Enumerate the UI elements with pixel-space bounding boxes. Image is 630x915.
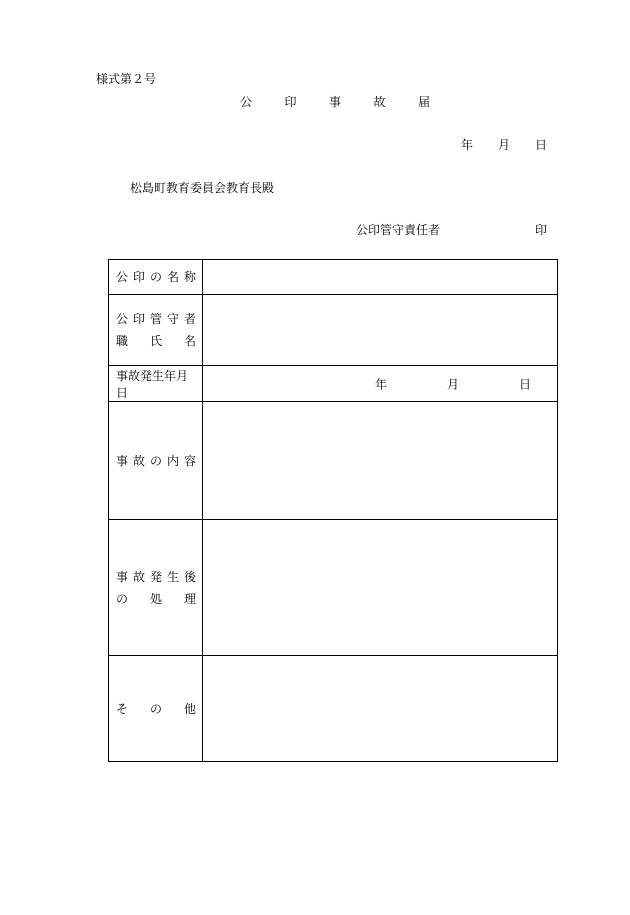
label-char: 公 <box>116 312 129 326</box>
incident-details-field[interactable] <box>203 402 558 520</box>
row-label-custodian <box>109 295 203 366</box>
table-row <box>109 295 558 366</box>
form-number: 様式第２号 <box>96 72 157 86</box>
table-row <box>109 260 558 295</box>
date-year: 年 <box>461 138 474 152</box>
label-char: 管 <box>149 312 162 326</box>
label-char: 名 <box>166 270 179 284</box>
date-day: 日 <box>534 138 547 152</box>
label-char: 印 <box>132 312 145 326</box>
date-year: 年 <box>375 377 388 391</box>
label-char: そ <box>116 701 129 716</box>
label-char: 公 <box>116 270 129 284</box>
label-char: 処 <box>149 591 162 606</box>
label-char: の <box>149 270 162 284</box>
custodian-signature-line <box>356 221 547 238</box>
label-char: 発 <box>149 569 162 584</box>
date-day: 日 <box>519 377 532 391</box>
table-row <box>109 656 558 762</box>
label-char: 称 <box>183 270 196 284</box>
label-char: 故 <box>132 453 145 468</box>
row-label-post-incident-handling <box>109 520 203 656</box>
addressee: 松島町教育委員会教育長殿 <box>130 181 275 195</box>
label-char: 守 <box>166 312 179 326</box>
label-char: 他 <box>183 701 196 716</box>
label-char: 者 <box>183 312 196 326</box>
row-label-seal-name <box>109 260 203 295</box>
label-char: 事 <box>116 569 129 584</box>
table-row <box>109 366 558 402</box>
label-text: 事故発生年月日 <box>116 368 189 400</box>
row-label-incident-date <box>109 366 203 402</box>
custodian-label: 公印管守責任者 <box>356 223 441 237</box>
label-char: 職 <box>116 334 129 348</box>
label-char: 事 <box>116 453 129 468</box>
seal-name-field[interactable] <box>203 260 558 295</box>
label-char: 名 <box>183 334 196 348</box>
label-char: 容 <box>183 453 196 468</box>
title-char: 印 <box>284 95 297 109</box>
post-incident-handling-field[interactable] <box>203 520 558 656</box>
title-char: 事 <box>328 95 341 109</box>
label-char: 理 <box>183 591 196 606</box>
title-char: 公 <box>240 95 253 109</box>
label-char: の <box>116 591 129 606</box>
label-char: 後 <box>183 569 196 584</box>
custodian-field[interactable] <box>203 295 558 366</box>
table-row <box>109 402 558 520</box>
title-char: 故 <box>373 95 386 109</box>
other-field[interactable] <box>203 656 558 762</box>
incident-date-field[interactable] <box>203 366 558 402</box>
label-char: 内 <box>166 453 179 468</box>
label-char: 生 <box>166 569 179 584</box>
label-char: の <box>149 453 162 468</box>
table-row <box>109 520 558 656</box>
seal-mark: 印 <box>534 223 547 237</box>
row-label-other <box>109 656 203 762</box>
date-month: 月 <box>497 138 510 152</box>
label-char: 印 <box>132 270 145 284</box>
submission-date <box>461 136 547 153</box>
label-char: 故 <box>132 569 145 584</box>
date-month: 月 <box>447 377 460 391</box>
label-char: の <box>149 701 162 716</box>
label-char: 氏 <box>149 334 162 348</box>
incident-form-table <box>108 259 558 762</box>
row-label-incident-details <box>109 402 203 520</box>
title-char: 届 <box>417 95 430 109</box>
document-title <box>240 93 430 110</box>
